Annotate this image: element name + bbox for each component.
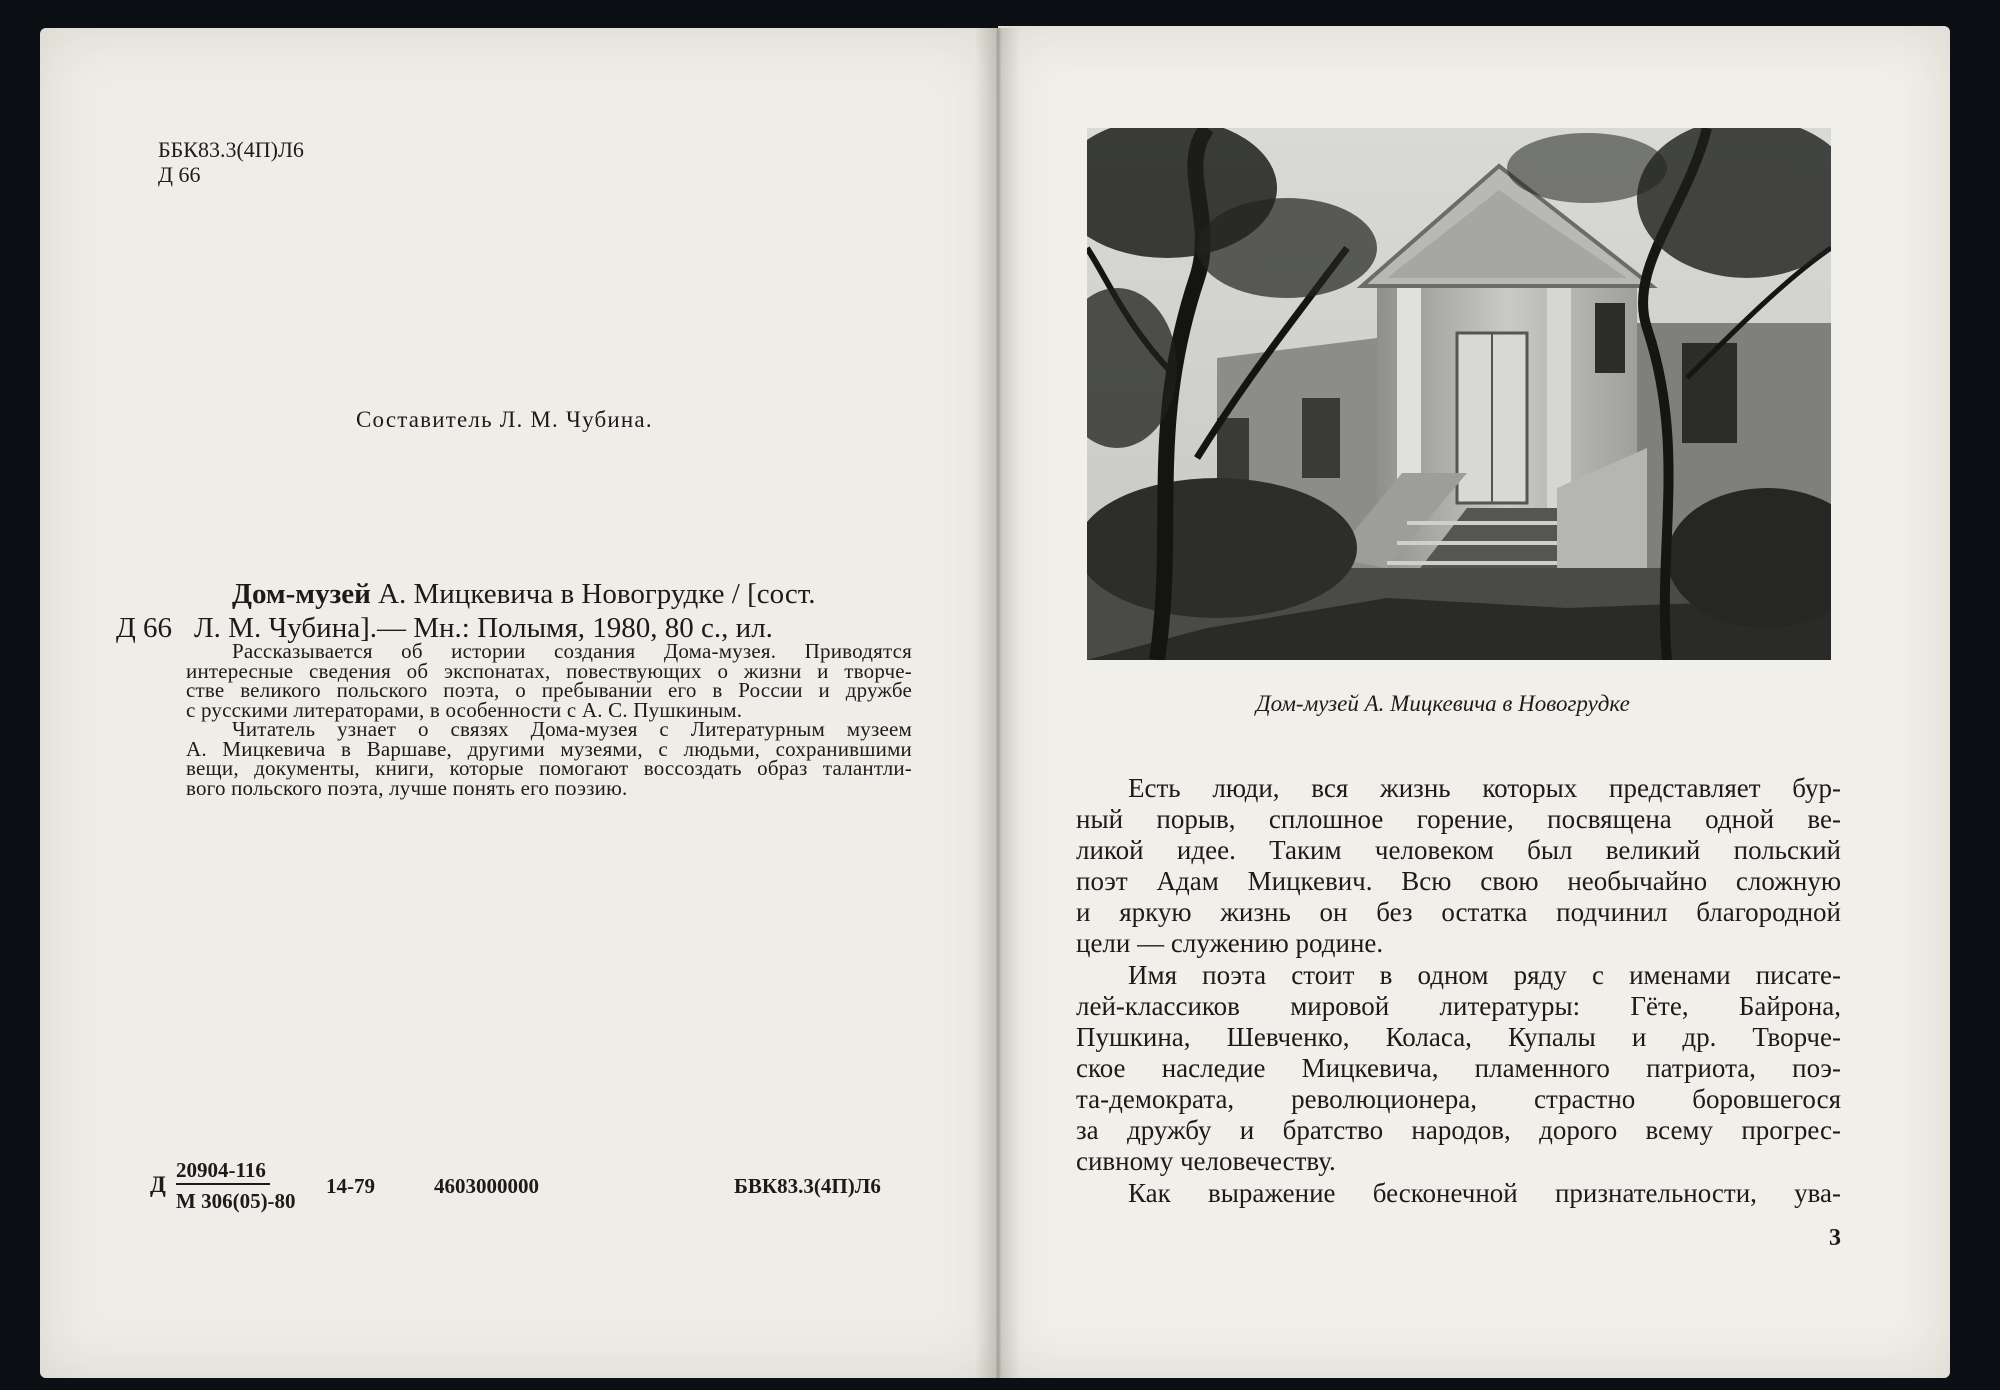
- title-rest: А. Мицкевича в Новогрудке / [сост.: [378, 578, 816, 610]
- annotation-line: стве великого польского поэта, о пребывании его в России и дружбе: [186, 678, 912, 702]
- paragraph-line: ское наследие Мицкевича, пламенного патриота, поэ-: [1076, 1053, 1841, 1083]
- footer-bbk: БВК83.3(4П)Л6: [734, 1174, 881, 1198]
- book-spine: [975, 28, 1021, 1378]
- paragraph-line: Как выражение бесконечной признательности, ува-: [1128, 1178, 1841, 1208]
- annotation-line: с русскими литераторами, в особенности с А. С. Пушкиным.: [186, 697, 743, 722]
- paragraph-line: ликой идее. Таким человеком был великий польский: [1076, 835, 1841, 865]
- annotation-line: А. Мицкевича в Варшаве, другими музеями, с людьми, сохранившими: [186, 736, 912, 761]
- bbk-code-top: ББК83.3(4П)Л6: [158, 137, 304, 162]
- index-code-top: Д 66: [158, 162, 201, 187]
- title-bold: Дом-музей: [232, 578, 371, 610]
- museum-house-photo: [1087, 128, 1831, 660]
- bibliographic-title: [232, 578, 815, 611]
- annotation-line: интересные сведения об экспонатах, повествующих о жизни и творче-: [186, 658, 912, 683]
- paragraph-line: та-демократа, революционера, страстно боровшегося: [1076, 1084, 1841, 1114]
- footer-letter: Д: [150, 1172, 166, 1197]
- footer-code: 4603000000: [434, 1174, 539, 1198]
- paragraph-line: за дружбу и братство народов, дорого всему прогрес-: [1076, 1115, 1841, 1145]
- footer-numerator: 20904-116: [176, 1158, 270, 1185]
- paragraph-line: Есть люди, вся жизнь которых представляет бур-: [1128, 773, 1841, 803]
- paragraph-line: Имя поэта стоит в одном ряду с именами писате-: [1128, 960, 1841, 990]
- annotation-line: Рассказывается об истории создания Дома-музея. Приводятся: [232, 639, 912, 663]
- paragraph-line: сивному человечеству.: [1076, 1146, 1336, 1176]
- paragraph-line: цели — служению родине.: [1076, 928, 1384, 958]
- museum-house-illustration: [1087, 128, 1831, 660]
- annotation: [186, 639, 912, 800]
- compiler-line: Составитель Л. М. Чубина.: [356, 407, 653, 432]
- index-code: Д 66: [116, 612, 173, 644]
- photo-caption: Дом-музей А. Мицкевича в Новогрудке: [1256, 691, 1630, 716]
- footer-denominator: М 306(05)-80: [176, 1189, 296, 1213]
- annotation-line: вещи, документы, книги, которые помогают воссоздать образ талантли-: [186, 756, 912, 780]
- paragraph-line: поэт Адам Мицкевич. Всю свою необычайно сложную: [1076, 866, 1841, 896]
- annotation-line: вого польского поэта, лучше понять его поэзию.: [186, 775, 628, 800]
- footer-suffix: 14-79: [326, 1174, 375, 1198]
- bibliographic-title-line2: Л. М. Чубина].— Мн.: Полымя, 1980, 80 с., ил.: [194, 612, 773, 644]
- paragraph-line: лей-классиков мировой литературы: Гёте, Байрона,: [1076, 991, 1841, 1021]
- page-number: 3: [1829, 1225, 1841, 1251]
- paragraph-line: Пушкина, Шевченко, Коласа, Купалы и др. Творче-: [1076, 1022, 1841, 1052]
- paragraph-line: ный порыв, сплошное горение, посвящена одной ве-: [1076, 804, 1841, 834]
- annotation-line: Читатель узнает о связях Дома-музея с Литературным музеем: [232, 717, 912, 741]
- paragraph-line: и яркую жизнь он без остатка подчинил благородной: [1076, 897, 1841, 927]
